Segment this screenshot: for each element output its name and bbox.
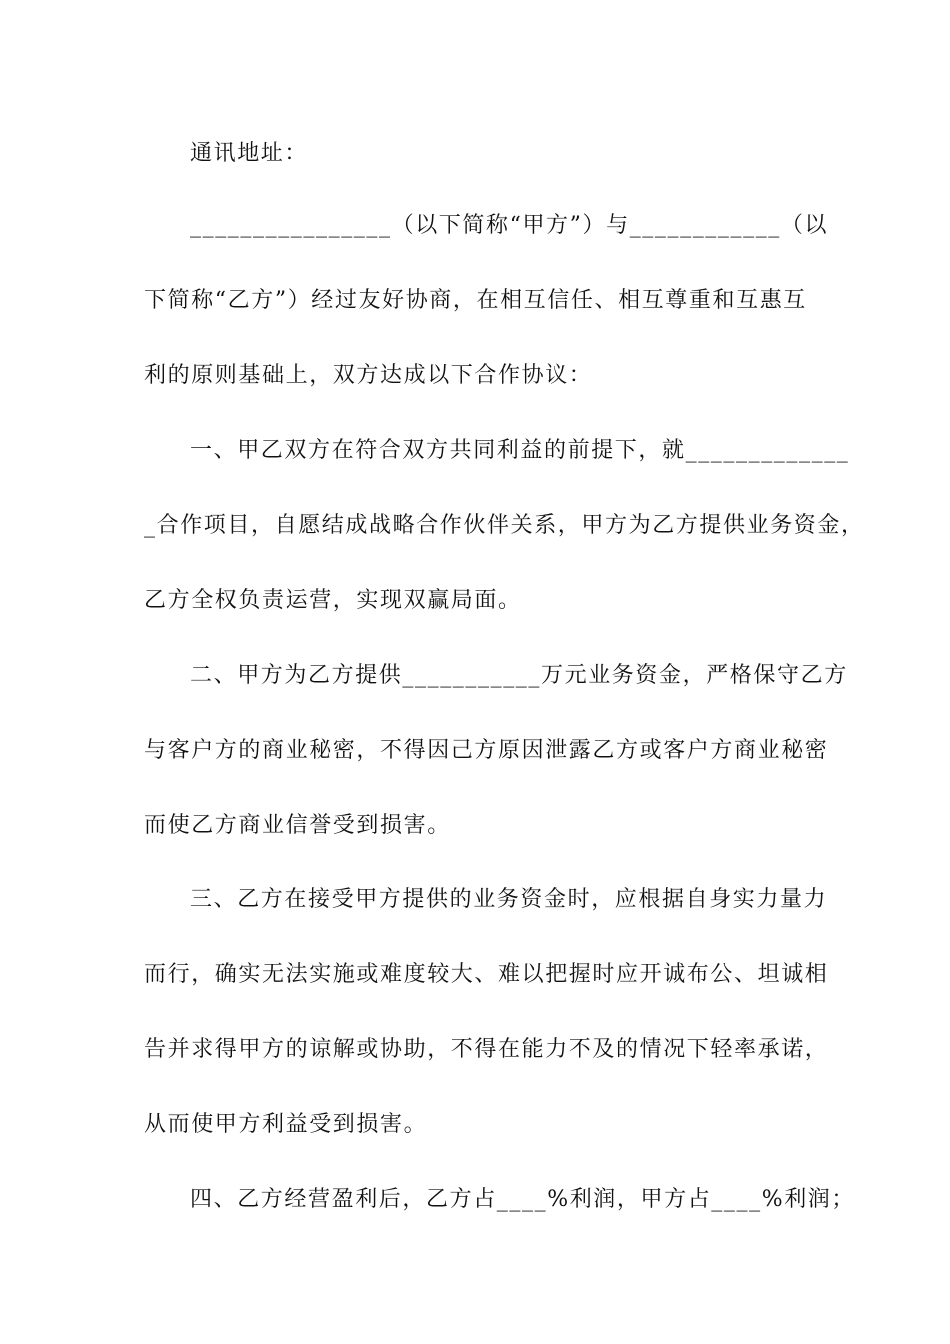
clause-2-line: 与客户方的商业秘密，不得因己方原因泄露乙方或客户方商业秘密 [144, 738, 829, 763]
paragraph-line: ________________（以下简称“甲方”）与____________（以 [190, 213, 829, 238]
clause-1-line: 乙方全权负责运营，实现双赢局面。 [144, 588, 522, 613]
clause-2-line: 二、甲方为乙方提供___________万元业务资金，严格保守乙方 [190, 663, 848, 688]
mailing-address-label: 通讯地址： [190, 141, 309, 166]
paragraph-line: 下简称“乙方”）经过友好协商，在相互信任、相互尊重和互惠互 [144, 288, 807, 313]
clause-3-line: 三、乙方在接受甲方提供的业务资金时，应根据自身实力量力 [190, 887, 828, 912]
clause-4-line: 四、乙方经营盈利后，乙方占____%利润，甲方占____%利润； [190, 1187, 856, 1212]
clause-3-line: 告并求得甲方的谅解或协助，不得在能力不及的情况下轻率承诺， [144, 1037, 829, 1062]
clause-1-line: 一、甲乙双方在符合双方共同利益的前提下，就_____________ [190, 438, 850, 463]
clause-3-line: 而行，确实无法实施或难度较大、难以把握时应开诚布公、坦诚相 [144, 962, 829, 987]
clause-1-line: _合作项目，自愿结成战略合作伙伴关系，甲方为乙方提供业务资金， [144, 513, 865, 538]
clause-2-line: 而使乙方商业信誉受到损害。 [144, 813, 451, 838]
paragraph-line: 利的原则基础上，双方达成以下合作协议： [144, 363, 593, 388]
clause-3-line: 从而使甲方利益受到损害。 [144, 1112, 428, 1137]
